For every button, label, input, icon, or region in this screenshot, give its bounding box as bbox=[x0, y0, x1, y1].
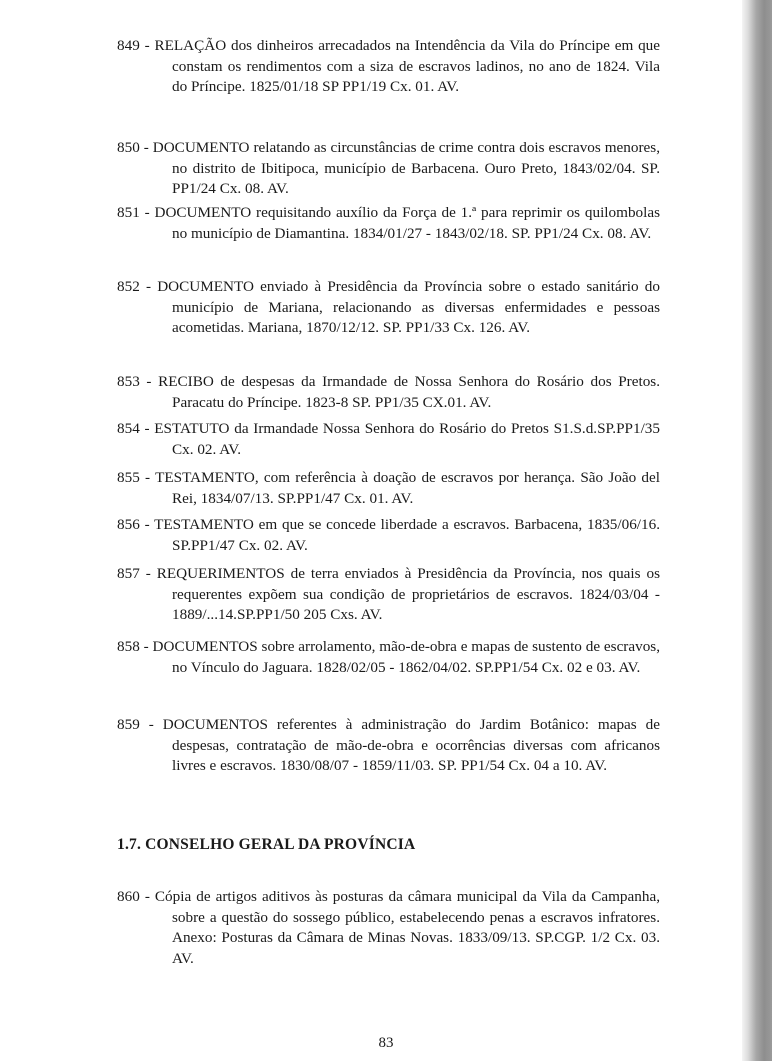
catalog-entry-853: 853 - RECIBO de despesas da Irmandade de Nossa Senhora do Rosário dos Pretos. Paracatu do Príncipe. 1823-8 SP. PP1/35 CX.01. AV. bbox=[117, 373, 660, 411]
catalog-entry-856: 856 - TESTAMENTO em que se concede liberdade a escravos. Barbacena, 1835/06/16. SP.PP1/47 Cx. 02. AV. bbox=[117, 516, 660, 554]
catalog-entry-850: 850 - DOCUMENTO relatando as circunstâncias de crime contra dois escravos menores, no distrito de Ibitipoca, município de Barbacena. Ouro Preto, 1843/02/04. SP. PP1/24 Cx. 08. AV. bbox=[117, 139, 660, 197]
catalog-entry-851: 851 - DOCUMENTO requisitando auxílio da Força de 1.ª para reprimir os quilombolas no município de Diamantina. 1834/01/27 - 1843/02/18. SP. PP1/24 Cx. 08. AV. bbox=[117, 204, 660, 242]
catalog-entry-855: 855 - TESTAMENTO, com referência à doação de escravos por herança. São João del Rei, 1834/07/13. SP.PP1/47 Cx. 01. AV. bbox=[117, 469, 660, 507]
page-number: 83 bbox=[378, 1035, 394, 1051]
section-heading: 1.7. CONSELHO GERAL DA PROVÍNCIA bbox=[117, 836, 416, 853]
catalog-entry-859: 859 - DOCUMENTOS referentes à administração do Jardim Botânico: mapas de despesas, contratação de mão-de-obra e ocorrências diversas com africanos livres e escravos. 1830/08/07 - 1859/11/03. SP. PP1/54 Cx. 04 a 10. AV. bbox=[117, 716, 660, 774]
catalog-entry-860: 860 - Cópia de artigos aditivos às posturas da câmara municipal da Vila da Campanha, sobre a questão do sossego público, estabelecendo penas a escravos infratores. Anexo: Posturas da Câmara de Minas Novas. 1833/09/13. SP.CGP. 1/2 Cx. 03. AV. bbox=[117, 888, 660, 967]
catalog-entry-854: 854 - ESTATUTO da Irmandade Nossa Senhora do Rosário do Pretos S1.S.d.SP.PP1/35 Cx. 02. AV. bbox=[117, 420, 660, 458]
catalog-entry-849: 849 - RELAÇÃO dos dinheiros arrecadados na Intendência da Vila do Príncipe em que constam os rendimentos com a siza de escravos ladinos, no ano de 1824. Vila do Príncipe. 1825/01/18 SP PP1/19 Cx. 01. AV. bbox=[117, 37, 660, 95]
catalog-entry-852: 852 - DOCUMENTO enviado à Presidência da Província sobre o estado sanitário do município de Mariana, relacionando as diversas enfermidades e pessoas acometidas. Mariana, 1870/12/12. SP. PP1/33 Cx. 126. AV. bbox=[117, 278, 660, 336]
book-spine-shadow bbox=[742, 0, 772, 1061]
catalog-entry-858: 858 - DOCUMENTOS sobre arrolamento, mão-de-obra e mapas de sustento de escravos, no Vínculo do Jaguara. 1828/02/05 - 1862/04/02. SP.PP1/54 Cx. 02 e 03. AV. bbox=[117, 638, 660, 676]
catalog-entry-857: 857 - REQUERIMENTOS de terra enviados à Presidência da Província, nos quais os requerentes expõem sua condição de proprietários de escravos. 1824/03/04 - 1889/...14.SP.PP1/50 205 Cxs. AV. bbox=[117, 565, 660, 623]
